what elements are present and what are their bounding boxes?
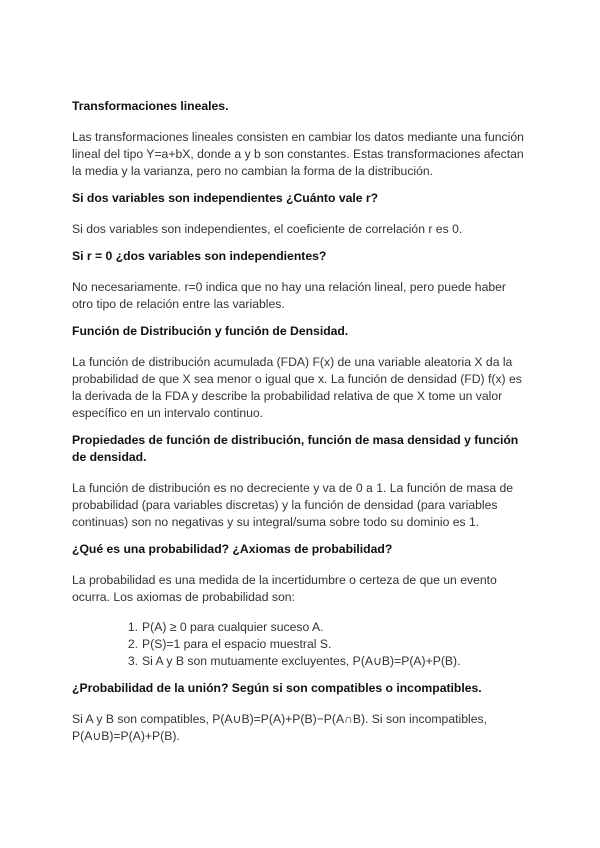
section-body-propiedades: La función de distribución es no decreciente y va de 0 a 1. La función de masa de probabilidad (para variables discretas) y la función de densidad (para variables continuas) son no negativas y su integral/suma sobre todo su dominio es 1. (72, 481, 514, 529)
section-heading-probabilidad-axiomas: ¿Qué es una probabilidad? ¿Axiomas de probabilidad? (72, 542, 393, 556)
section-body-distribucion-densidad: La función de distribución acumulada (FDA) F(x) de una variable aleatoria X da la probabilidad de que X sea menor o igual que x. La función de densidad (FD) f(x) es la derivada de la FDA y describe la probabilidad relativa de que X tome un valor específico en un intervalo continuo. (72, 355, 522, 420)
list-item (72, 636, 528, 653)
list-item-number: 3. (127, 654, 138, 668)
list-item-text: Si A y B son mutuamente excluyentes, P(A∪B)=P(A)+P(B). (142, 654, 461, 668)
axiomas-list (72, 619, 528, 670)
section-heading-distribucion-densidad: Función de Distribución y función de Densidad. (72, 324, 349, 338)
list-item (72, 619, 528, 636)
list-item (72, 653, 528, 670)
list-item-text: P(A) ≥ 0 para cualquier suceso A. (142, 620, 324, 634)
section-body-independientes: Si dos variables son independientes, el coeficiente de correlación r es 0. (72, 222, 463, 236)
list-item-text: P(S)=1 para el espacio muestral S. (142, 637, 332, 651)
section-heading-propiedades: Propiedades de función de distribución, función de masa densidad y función de densidad. (72, 433, 519, 464)
section-body-union: Si A y B son compatibles, P(A∪B)=P(A)+P(B)−P(A∩B). Si son incompatibles, P(A∪B)=P(A)+P(B). (72, 712, 487, 743)
section-heading-transformaciones: Transformaciones lineales. (72, 99, 229, 113)
document-content (72, 98, 528, 745)
section-body-transformaciones: Las transformaciones lineales consisten en cambiar los datos mediante una función lineal del tipo Y=a+bX, donde a y b son constantes. Estas transformaciones afectan la media y la varianza, pero no cambian la forma de la distribución. (72, 130, 524, 178)
section-heading-r-cero: Si r = 0 ¿dos variables son independientes? (72, 249, 327, 263)
list-item-number: 2. (127, 637, 138, 651)
section-body-probabilidad-axiomas: La probabilidad es una medida de la incertidumbre o certeza de que un evento ocurra. Los axiomas de probabilidad son: (72, 573, 497, 604)
section-heading-union: ¿Probabilidad de la unión? Según si son compatibles o incompatibles. (72, 681, 482, 695)
section-body-r-cero: No necesariamente. r=0 indica que no hay una relación lineal, pero puede haber otro tipo de relación entre las variables. (72, 280, 506, 311)
section-heading-independientes: Si dos variables son independientes ¿Cuánto vale r? (72, 191, 379, 205)
list-item-number: 1. (127, 620, 138, 634)
